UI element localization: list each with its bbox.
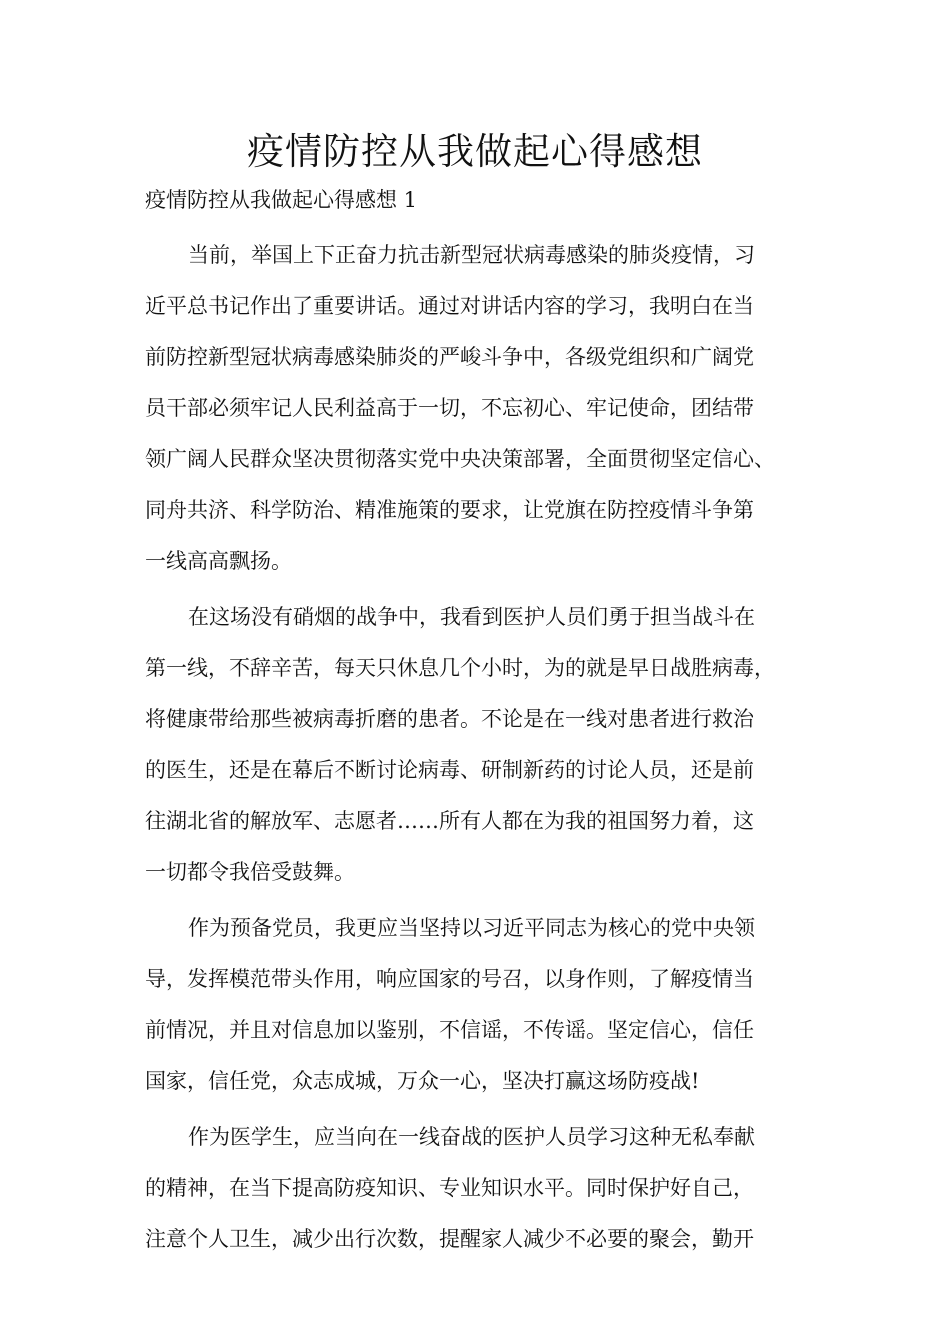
paragraph-1: [145, 230, 835, 587]
paragraph-line: 往湖北省的解放军、志愿者……所有人都在为我的祖国努力着，这: [145, 809, 754, 833]
paragraph-line: 员干部必须牢记人民利益高于一切，不忘初心、牢记使命，团结带: [145, 396, 754, 420]
section-heading: 疫情防控从我做起心得感想 1: [145, 188, 418, 212]
document-title: 疫情防控从我做起心得感想: [247, 130, 703, 173]
paragraph-line: 当前，举国上下正奋力抗击新型冠状病毒感染的肺炎疫情，习: [188, 243, 755, 267]
paragraph-line: 在这场没有硝烟的战争中，我看到医护人员们勇于担当战斗在: [188, 605, 755, 629]
document-body: [145, 230, 835, 1270]
paragraph-line: 领广阔人民群众坚决贯彻落实党中央决策部署，全面贯彻坚定信心、: [145, 447, 775, 471]
paragraph-line: 一线高高飘扬。: [145, 549, 292, 573]
paragraph-line: 的精神，在当下提高防疫知识、专业知识水平。同时保护好自己，: [145, 1176, 754, 1200]
paragraph-line: 的医生，还是在幕后不断讨论病毒、研制新药的讨论人员，还是前: [145, 758, 754, 782]
paragraph-line: 注意个人卫生，减少出行次数，提醒家人减少不必要的聚会，勤开: [145, 1227, 754, 1251]
paragraph-line: 前情况，并且对信息加以鉴别，不信谣，不传谣。坚定信心，信任: [145, 1018, 754, 1042]
paragraph-4: [145, 1112, 835, 1265]
paragraph-line: 同舟共济、科学防治、精准施策的要求，让党旗在防控疫情斗争第: [145, 498, 754, 522]
paragraph-line: 一切都令我倍受鼓舞。: [145, 860, 355, 884]
paragraph-line: 近平总书记作出了重要讲话。通过对讲话内容的学习，我明白在当: [145, 294, 754, 318]
paragraph-line: 第一线，不辞辛苦，每天只休息几个小时，为的就是早日战胜病毒，: [145, 656, 775, 680]
paragraph-2: [145, 592, 835, 898]
paragraph-line: 作为医学生，应当向在一线奋战的医护人员学习这种无私奉献: [188, 1125, 755, 1149]
paragraph-line: 导，发挥模范带头作用，响应国家的号召，以身作则，了解疫情当: [145, 967, 754, 991]
paragraph-line: 将健康带给那些被病毒折磨的患者。不论是在一线对患者进行救治: [145, 707, 754, 731]
paragraph-line: 国家，信任党，众志成城，万众一心，坚决打赢这场防疫战!: [145, 1069, 700, 1093]
paragraph-3: [145, 903, 835, 1107]
paragraph-line: 前防控新型冠状病毒感染肺炎的严峻斗争中，各级党组织和广阔党: [145, 345, 754, 369]
paragraph-line: 作为预备党员，我更应当坚持以习近平同志为核心的党中央领: [188, 916, 755, 940]
